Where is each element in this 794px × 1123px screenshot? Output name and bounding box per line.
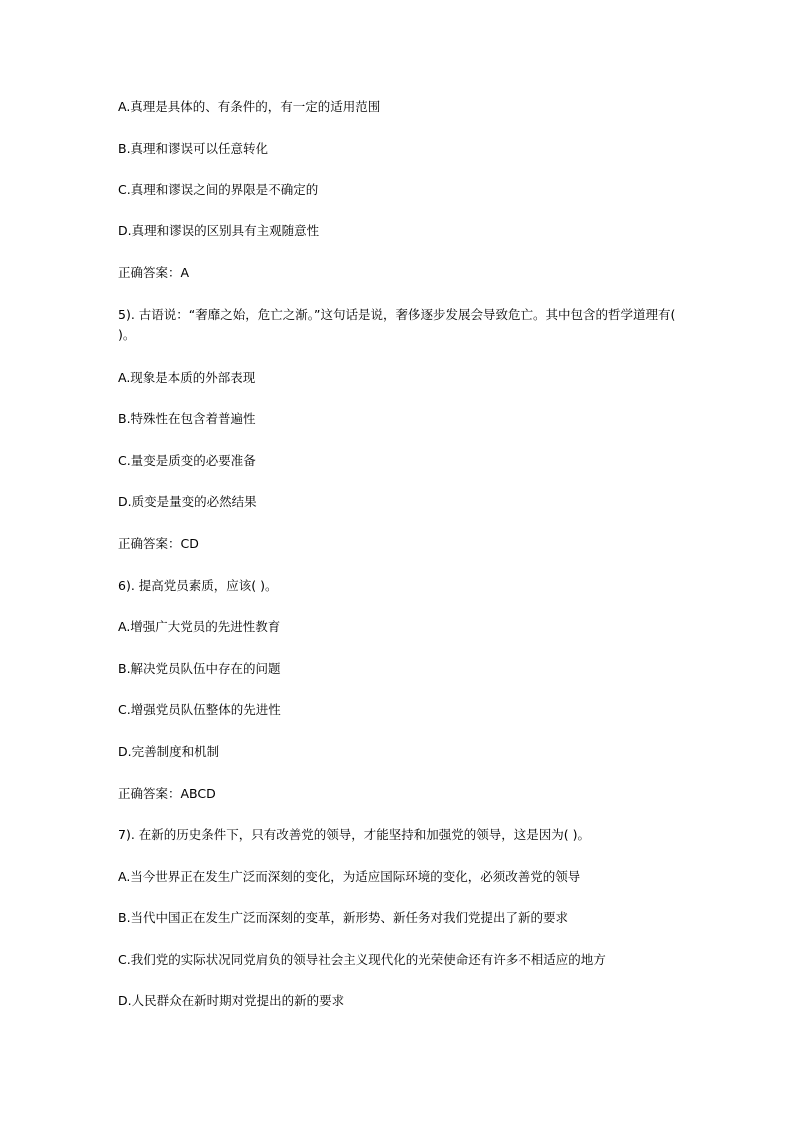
q5-option-d: D.质变是量变的必然结果: [118, 494, 257, 509]
q7-option-c: C.我们党的实际状况同党肩负的领导社会主义现代化的光荣使命还有许多不相适应的地方: [118, 952, 606, 967]
q7-option-b: B.当代中国正在发生广泛而深刻的变革，新形势、新任务对我们党提出了新的要求: [118, 910, 569, 925]
q4-option-b: B.真理和谬误可以任意转化: [118, 141, 269, 156]
q4-answer: 正确答案：A: [118, 265, 190, 280]
q7-option-d: D.人民群众在新时期对党提出的新的要求: [118, 993, 345, 1008]
q7-question: 7). 在新的历史条件下，只有改善党的领导，才能坚持和加强党的领导，这是因为( )。: [118, 827, 591, 842]
q6-option-b: B.解决党员队伍中存在的问题: [118, 661, 281, 676]
q5-option-b: B.特殊性在包含着普遍性: [118, 411, 256, 426]
q6-option-a: A.增强广大党员的先进性教育: [118, 619, 281, 634]
q5-option-c: C.量变是质变的必要准备: [118, 453, 256, 468]
q6-option-d: D.完善制度和机制: [118, 744, 220, 759]
q5-question: 5). 古语说：“奢靡之始，危亡之渐。”这句话是说，奢侈逐步发展会导致危亡。其中包含的哲学道理有( )。: [118, 307, 676, 342]
q5-answer: 正确答案：CD: [118, 536, 199, 551]
q6-option-c: C.增强党员队伍整体的先进性: [118, 702, 281, 717]
q5-option-a: A.现象是本质的外部表现: [118, 370, 256, 385]
q7-option-a: A.当今世界正在发生广泛而深刻的变化，为适应国际环境的变化，必须改善党的领导: [118, 869, 581, 884]
q4-option-d: D.真理和谬误的区别具有主观随意性: [118, 223, 320, 238]
q6-answer: 正确答案：ABCD: [118, 786, 216, 801]
q4-option-c: C.真理和谬误之间的界限是不确定的: [118, 182, 319, 197]
q6-question: 6). 提高党员素质，应该( )。: [118, 578, 278, 593]
q4-option-a: A.真理是具体的、有条件的，有一定的适用范围: [118, 99, 381, 114]
